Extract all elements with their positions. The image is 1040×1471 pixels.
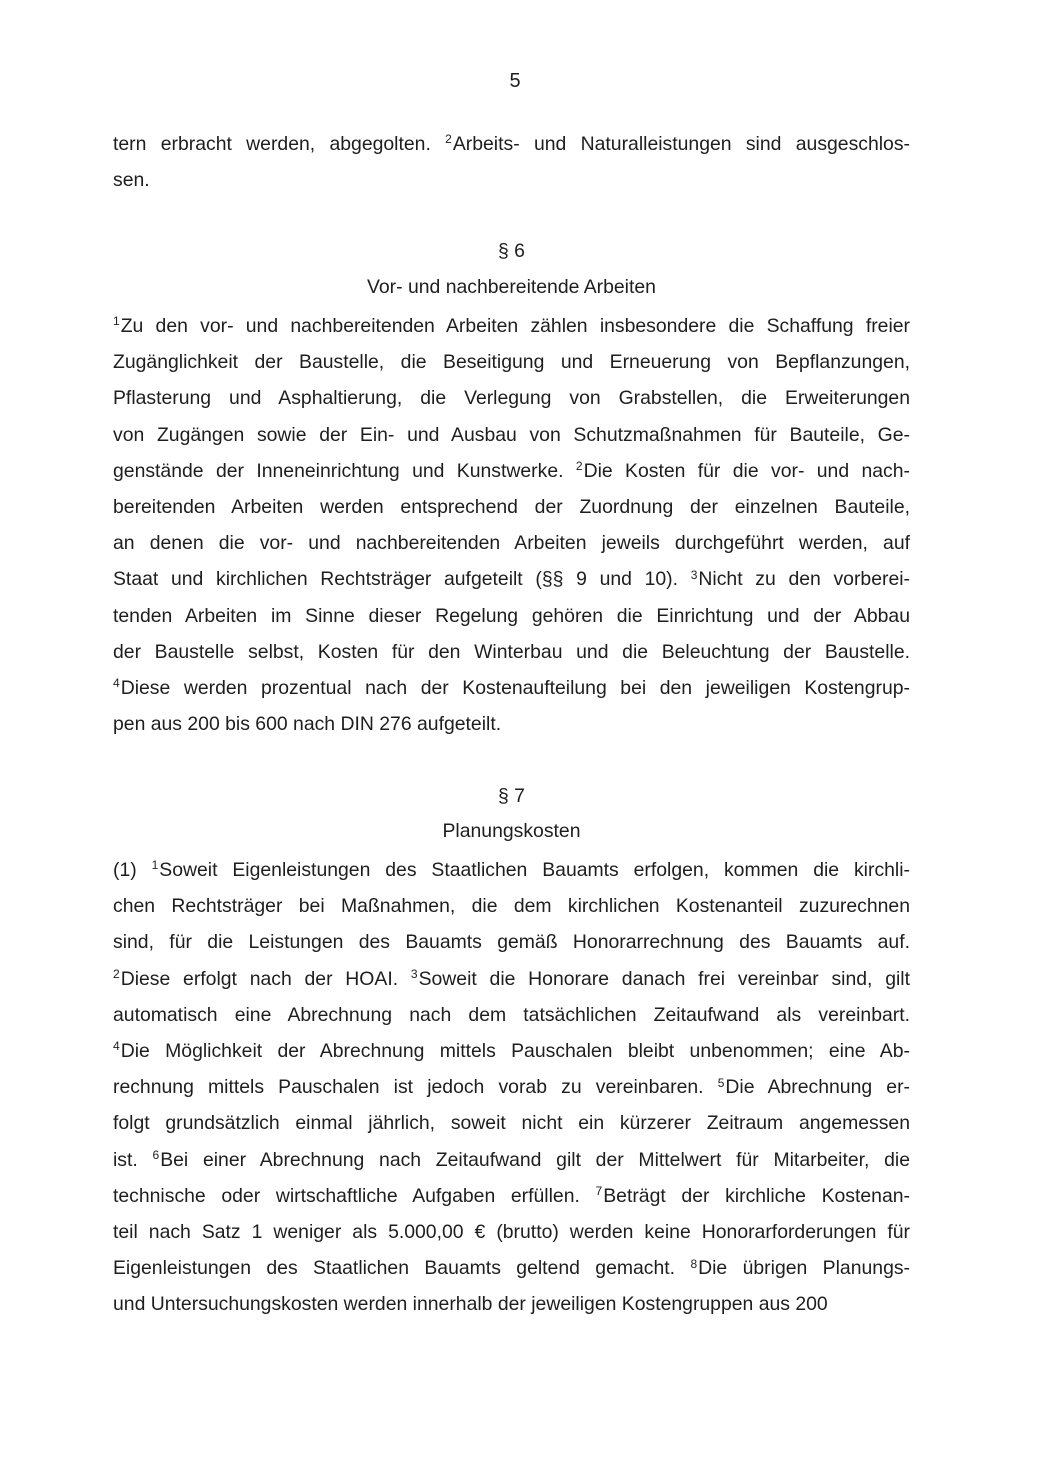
section-7-number: § 7	[498, 785, 525, 807]
sentence-number: 1	[113, 314, 120, 329]
text-segment: Zugänglichkeit der Baustelle, die Beseitigung und Erneuerung von Bepflanzungen,	[113, 351, 910, 374]
text-segment: und Untersuchungskosten werden innerhalb der jeweiligen Kostengruppen aus 200	[113, 1293, 828, 1316]
text-line	[113, 344, 910, 380]
text-segment: von Zugängen sowie der Ein- und Ausbau von Schutzmaßnahmen für Bauteile, Ge-	[113, 423, 910, 446]
text-segment: Diese werden prozentual nach der Kostenaufteilung bei den jeweiligen Kostengrup-	[120, 677, 910, 700]
page-number: 5	[509, 70, 521, 92]
text-segment: technische oder wirtschaftliche Aufgaben erfüllen.	[113, 1184, 596, 1207]
text-segment: genstände der Inneneinrichtung und Kunstwerke.	[113, 459, 576, 482]
sentence-number: 2	[575, 459, 583, 474]
text-segment: der Baustelle selbst, Kosten für den Winterbau und die Beleuchtung der Baustelle.	[113, 640, 910, 663]
text-segment: ist.	[113, 1148, 153, 1171]
text-segment: Arbeits- und Naturalleistungen sind ausgeschlos-	[452, 133, 910, 155]
text-line	[113, 1178, 910, 1214]
section-6-number: § 6	[498, 240, 525, 262]
text-line	[113, 706, 910, 742]
text-segment: bereitenden Arbeiten werden entsprechend der Zuordnung der einzelnen Bauteile,	[113, 496, 910, 519]
section-7-paragraph	[113, 852, 910, 1323]
text-line	[113, 888, 910, 924]
sentence-number: 3	[690, 567, 698, 582]
sentence-number: 4	[113, 1039, 120, 1054]
sentence-number: 8	[690, 1256, 698, 1271]
text-segment: Bei einer Abrechnung nach Zeitaufwand gilt der Mittelwert für Mitarbeiter, die	[160, 1148, 910, 1171]
text-line	[113, 525, 910, 561]
text-segment: Beträgt der kirchliche Kostenan-	[603, 1184, 910, 1207]
sentence-number: 3	[410, 967, 418, 981]
text-line	[113, 561, 910, 597]
text-line	[113, 1069, 910, 1105]
text-segment: automatisch eine Abrechnung nach dem tatsächlichen Zeitaufwand als vereinbart.	[113, 1003, 910, 1026]
sentence-number: 2	[113, 967, 120, 981]
text-line	[113, 308, 910, 344]
sentence-number: 5	[717, 1075, 725, 1090]
text-segment: Die übrigen Planungs-	[698, 1257, 910, 1280]
text-segment: tern erbracht werden, abgegolten.	[113, 133, 446, 155]
text-segment: an denen die vor- und nachbereitenden Arbeiten jeweils durchgeführt werden, auf	[113, 532, 910, 555]
text-line	[113, 924, 910, 960]
text-segment: (1)	[113, 859, 152, 881]
text-line	[113, 1214, 910, 1250]
text-segment: pen aus 200 bis 600 nach DIN 276 aufgeteilt.	[113, 713, 502, 736]
text-segment: Die Abrechnung er-	[725, 1076, 911, 1099]
text-line	[113, 126, 910, 162]
text-line	[113, 961, 910, 997]
text-segment: tenden Arbeiten im Sinne dieser Regelung gehören die Einrichtung und der Abbau	[113, 604, 910, 627]
text-line	[113, 1033, 910, 1069]
text-segment: Diese erfolgt nach der HOAI.	[120, 967, 411, 990]
text-line	[113, 634, 910, 670]
text-segment: Staat und kirchlichen Rechtsträger aufgeteilt (§§ 9 und 10).	[113, 568, 691, 591]
sentence-number: 7	[595, 1184, 603, 1199]
section-7-title: Planungskosten	[442, 820, 581, 842]
text-segment: rechnung mittels Pauschalen ist jedoch vorab zu vereinbaren.	[113, 1076, 718, 1099]
text-segment: teil nach Satz 1 weniger als 5.000,00 € (brutto) werden keine Honorarforderungen für	[113, 1221, 910, 1244]
text-line	[113, 598, 910, 634]
sentence-number: 6	[152, 1148, 160, 1163]
sentence-number: 1	[151, 858, 159, 873]
text-line	[113, 417, 910, 453]
text-segment: Die Kosten für die vor- und nach-	[583, 459, 910, 482]
text-segment: Zu den vor- und nachbereitenden Arbeiten zählen insbesondere die Schaffung freier	[120, 315, 910, 337]
text-segment: Soweit die Honorare danach frei vereinbar sind, gilt	[418, 967, 910, 990]
text-line	[113, 1286, 910, 1322]
text-segment: sind, für die Leistungen des Bauamts gemäß Honorarrechnung des Bauamts auf.	[113, 931, 910, 954]
section-6-title: Vor- und nachbereitende Arbeiten	[367, 276, 656, 298]
sentence-number: 2	[445, 132, 452, 147]
text-line	[113, 1142, 910, 1178]
text-segment: Pflasterung und Asphaltierung, die Verlegung von Grabstellen, die Erweiterungen	[113, 387, 910, 410]
text-line	[113, 380, 910, 416]
text-line	[113, 852, 910, 888]
text-line	[113, 1105, 910, 1141]
text-line	[113, 1250, 910, 1286]
sentence-number: 4	[113, 676, 120, 691]
text-segment: sen.	[113, 169, 150, 192]
text-line	[113, 997, 910, 1033]
intro-paragraph	[113, 126, 910, 198]
text-segment: Die Möglichkeit der Abrechnung mittels Pauschalen bleibt unbenommen; eine Ab-	[120, 1040, 910, 1063]
text-segment: Soweit Eigenleistungen des Staatlichen Bauamts erfolgen, kommen die kirchli-	[159, 859, 910, 881]
text-segment: Nicht zu den vorberei-	[698, 568, 910, 591]
text-line	[113, 453, 910, 489]
text-segment: folgt grundsätzlich einmal jährlich, soweit nicht ein kürzerer Zeitraum angemessen	[113, 1112, 910, 1135]
text-line	[113, 162, 910, 198]
text-line	[113, 489, 910, 525]
text-line	[113, 670, 910, 706]
section-6-paragraph	[113, 308, 910, 742]
text-segment: Eigenleistungen des Staatlichen Bauamts geltend gemacht.	[113, 1257, 691, 1280]
text-segment: chen Rechtsträger bei Maßnahmen, die dem kirchlichen Kostenanteil zuzurechnen	[113, 895, 910, 918]
